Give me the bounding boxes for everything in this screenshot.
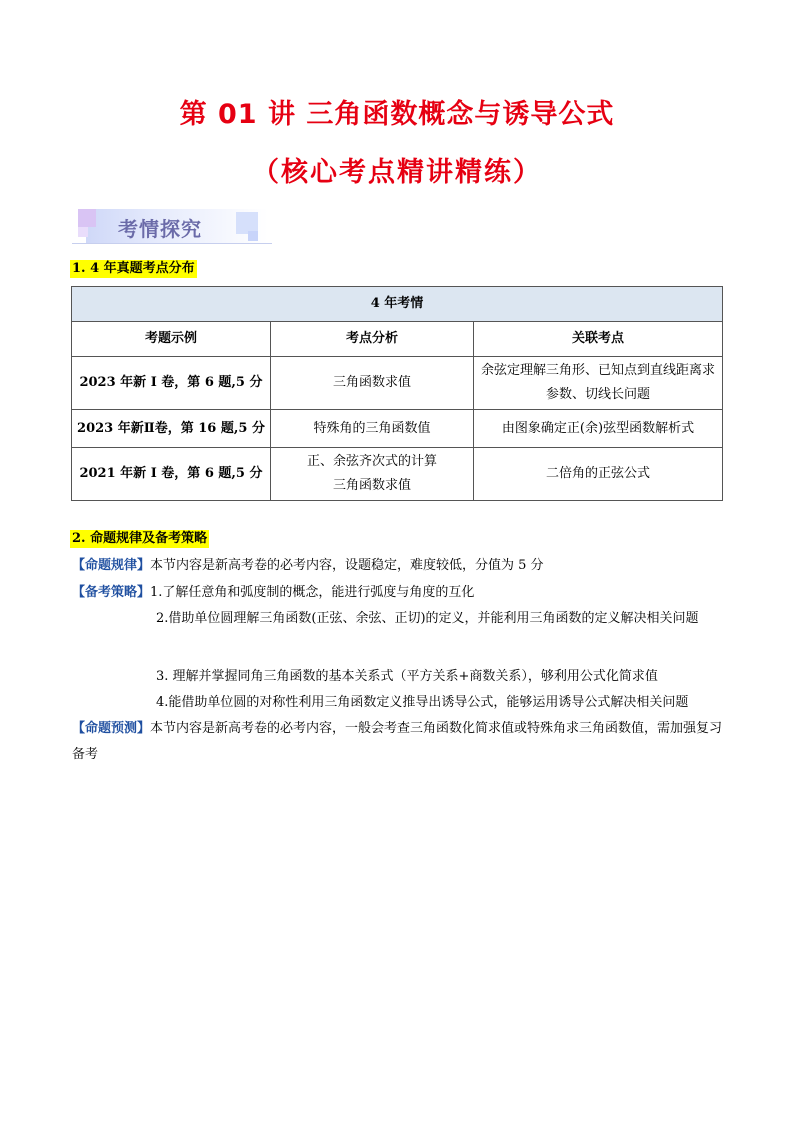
section1-heading: 1. 4 年真题考点分布 (72, 261, 195, 276)
banner-underline (72, 243, 272, 244)
strategy-item-2: 2.借助单位圆理解三角函数(正弦、余弦、正切)的定义，并能利用三角函数的定义解决相关问题 (156, 611, 699, 626)
table-cell-example: 2023 年新Ⅱ卷，第 16 题,5 分 (72, 410, 271, 448)
exam-table (71, 286, 723, 501)
table-row (72, 448, 723, 501)
section-banner (72, 203, 272, 249)
prediction-text: 本节内容是新高考卷的必考内容，一般会考查三角函数化简求值或特殊角求三角函数值，需加强复习备考 (72, 721, 723, 762)
rule-paragraph (72, 553, 727, 579)
table-cell-analysis: 特殊角的三角函数值 (271, 410, 474, 448)
table-cell-related: 二倍角的正弦公式 (474, 448, 723, 501)
strategy-tag: 【备考策略】 (72, 585, 151, 600)
strategy-item-4: 4.能借助单位圆的对称性利用三角函数定义推导出诱导公式，能够运用诱导公式解决相关问题 (156, 695, 689, 710)
table-row (72, 410, 723, 448)
table-header-example: 考题示例 (72, 322, 271, 357)
rule-tag: 【命题规律】 (72, 558, 151, 573)
document-title: 第 01 讲 三角函数概念与诱导公式 (179, 99, 615, 130)
table-cell-example: 2023 年新 I 卷，第 6 题,5 分 (72, 357, 271, 410)
strategy-item-3: 3. 理解并掌握同角三角函数的基本关系式（平方关系+商数关系），够利用公式化简求值 (156, 669, 658, 684)
document-subtitle: （核心考点精讲精练） (252, 157, 542, 188)
prediction-tag: 【命题预测】 (72, 721, 151, 736)
banner-decor-square (78, 227, 88, 237)
table-cell-related: 余弦定理解三角形、已知点到直线距离求参数、切线长问题 (474, 357, 723, 410)
section2-heading: 2. 命题规律及备考策略 (72, 531, 208, 546)
table-cell-example: 2021 年新 I 卷，第 6 题,5 分 (72, 448, 271, 501)
table-cell-analysis: 正、余弦齐次式的计算 三角函数求值 (271, 448, 474, 501)
strategy-item-1: 1.了解任意角和弧度制的概念，能进行弧度与角度的互化 (150, 585, 475, 600)
table-cell-related: 由图象确定正(余)弦型函数解析式 (474, 410, 723, 448)
banner-decor-square (248, 231, 258, 241)
table-header-related: 关联考点 (474, 322, 723, 357)
rule-text: 本节内容是新高考卷的必考内容，设题稳定，难度较低，分值为 5 分 (150, 558, 544, 573)
prediction-paragraph (72, 716, 727, 768)
table-cell-analysis: 三角函数求值 (271, 357, 474, 410)
table-caption: 4 年考情 (72, 287, 723, 322)
table-header-analysis: 考点分析 (271, 322, 474, 357)
banner-label: 考情探究 (118, 217, 202, 241)
banner-decor-square (78, 209, 96, 227)
table-row (72, 357, 723, 410)
strategy-paragraph (72, 580, 727, 606)
